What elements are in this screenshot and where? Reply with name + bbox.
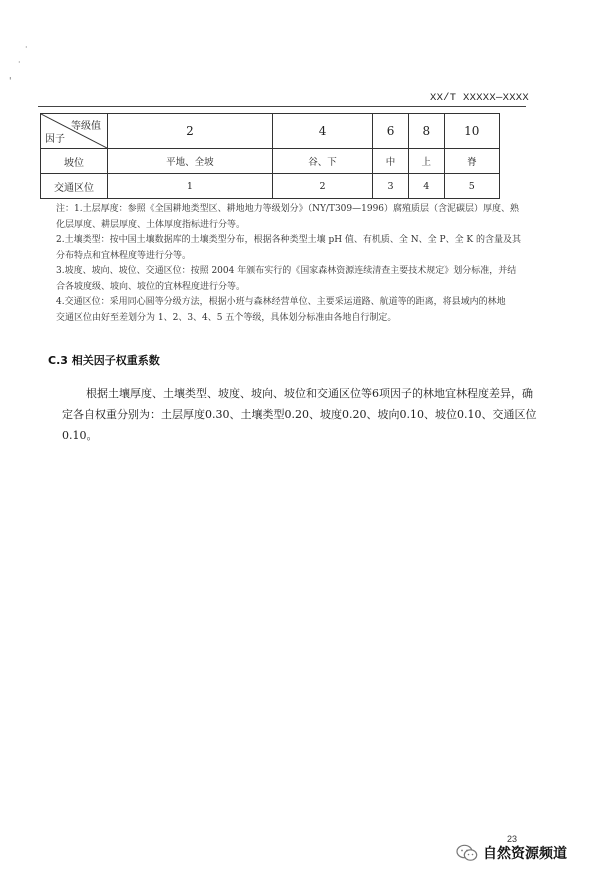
note-line: 2.土壤类型：按中国土壤数据库的土壤类型分布，根据各种类型土壤 pH 值、有机质、全 N、全 P、全 K 的含量及其 xyxy=(56,235,522,245)
note-line: 分布特点和宜林程度等进行分等。 xyxy=(56,250,192,261)
watermark-text: 自然资源频道 xyxy=(483,846,567,862)
section-paragraph: 根据土壤厚度、土壤类型、坡度、坡向、坡位和交通区位等6项因子的林地宜林程度差异，确定各自权重分别为：土层厚度0.30、土壤类型0.20、坡度0.20、坡向0.10、坡位0.10、交通区位0.10。 xyxy=(62,387,537,442)
scan-speck: ' xyxy=(9,77,12,87)
table-row xyxy=(41,174,500,199)
note-line: 3.坡度、坡向、坡位、交通区位：按照 2004 年颁布实行的《国家森林资源连续清查主要技术规定》划分标准，并结 xyxy=(56,266,517,276)
note-line: 合各坡度级、坡向、坡位的宜林程度进行分等。 xyxy=(56,281,246,292)
scan-speck: · xyxy=(18,58,21,67)
table-notes xyxy=(56,202,536,326)
wechat-icon xyxy=(456,844,478,862)
grade-label: 等级值 xyxy=(71,121,101,132)
grade-header-cell: 8 xyxy=(408,114,444,149)
table-cell: 谷、下 xyxy=(272,149,372,174)
grade-header-cell: 6 xyxy=(373,114,409,149)
grade-table xyxy=(40,113,500,199)
note-line: 化层厚度、耕层厚度、土体厚度指标进行分等。 xyxy=(56,219,246,230)
factor-label: 因子 xyxy=(45,134,65,145)
header-rule xyxy=(38,106,526,107)
row-factor-cell: 交通区位 xyxy=(41,174,108,199)
table-corner-cell xyxy=(41,114,108,149)
table-cell: 上 xyxy=(408,149,444,174)
note-line: 4.交通区位：采用同心圆等分级方法，根据小班与森林经营单位、主要采运道路、航道等的距离，将县域内的林地 xyxy=(56,297,506,307)
table-cell: 平地、全坡 xyxy=(108,149,273,174)
page-number: 23 xyxy=(506,834,517,844)
grade-header-cell: 10 xyxy=(444,114,499,149)
table-cell: 脊 xyxy=(444,149,499,174)
table-row xyxy=(41,149,500,174)
table-cell: 4 xyxy=(408,174,444,199)
note-line: 注：1.土层厚度：参照《全国耕地类型区、耕地地力等级划分》（NY/T309—1996）腐殖质层（含泥碳层）厚度、熟 xyxy=(56,204,520,214)
note-line: 交通区位由好至差划分为 1、2、3、4、5 五个等级，具体划分标准由各地自行制定。 xyxy=(56,312,397,323)
table-cell: 3 xyxy=(373,174,409,199)
section-heading: C.3 相关因子权重系数 xyxy=(48,354,160,367)
table-cell: 2 xyxy=(272,174,372,199)
table-cell: 5 xyxy=(444,174,499,199)
table-header-row xyxy=(41,114,500,149)
table-cell: 中 xyxy=(373,149,409,174)
table-cell: 1 xyxy=(108,174,273,199)
grade-header-cell: 2 xyxy=(108,114,273,149)
document-code: XX/T XXXXX—XXXX xyxy=(429,92,529,104)
grade-header-cell: 4 xyxy=(272,114,372,149)
row-factor-cell: 坡位 xyxy=(41,149,108,174)
scan-speck: · xyxy=(25,43,28,52)
watermark xyxy=(456,843,567,863)
